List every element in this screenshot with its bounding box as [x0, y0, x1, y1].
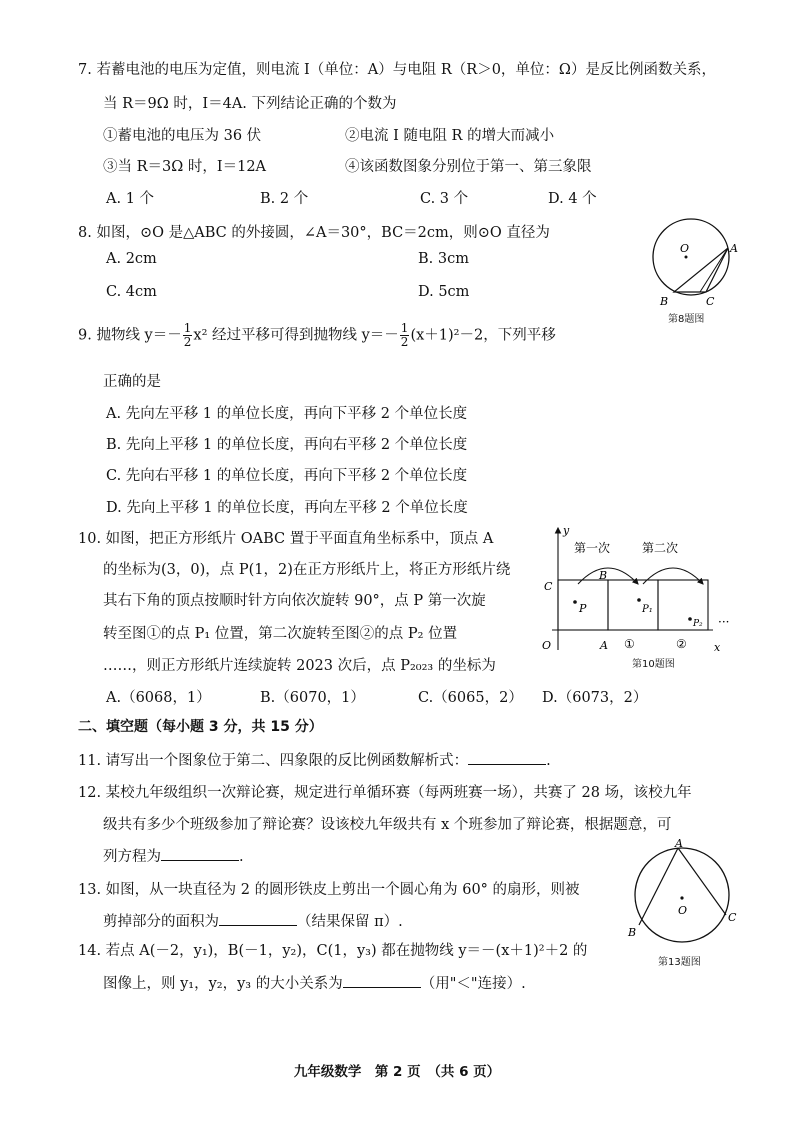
q9-fraction-1-den: 2: [183, 335, 192, 349]
q13-stem-line2-text: 剪掉部分的面积为: [103, 914, 219, 930]
q9-fraction-1: [183, 322, 193, 349]
q10-fig-o: O: [542, 639, 552, 652]
q13-stem-line2-end: （结果保留 π）.: [297, 914, 403, 930]
q10-option-d: D.（6073，2）: [542, 690, 648, 706]
q10-fig-p2: P₂: [693, 619, 703, 629]
q14-answer-blank[interactable]: [343, 973, 421, 988]
q7-statement-4: ④该函数图象分别位于第一、第三象限: [345, 159, 592, 175]
q8-fig-label-o: O: [680, 242, 690, 255]
q8-fig-label-a: A: [730, 242, 738, 255]
q10-rotation-figure: [538, 522, 738, 658]
q14-stem-line2-text: 图像上，则 y₁，y₂，y₃ 的大小关系为: [103, 976, 343, 992]
q11-end: .: [546, 753, 551, 769]
q8-option-d: D. 5cm: [418, 284, 470, 300]
q10-option-b: B.（6070，1）: [260, 690, 365, 706]
q7-stem-line2: 当 R＝9Ω 时，I＝4A. 下列结论正确的个数为: [103, 96, 397, 112]
q12-end: .: [239, 849, 244, 865]
q10-stem-line2: 的坐标为(3，0)，点 P(1，2)在正方形纸片上，将正方形纸片绕: [103, 562, 511, 578]
q13-fig-label-b: B: [628, 926, 637, 939]
q10-fig-second: 第二次: [642, 541, 679, 555]
q9-stem-line2: 正确的是: [103, 374, 161, 390]
q7-statement-1: ①蓄电池的电压为 36 伏: [103, 128, 262, 144]
q12-stem-line1: 12. 某校九年级组织一次辩论赛，规定进行单循环赛（每两班赛一场），共赛了 28 场，该校九年: [78, 785, 692, 801]
q8-circle-figure: [636, 212, 746, 312]
q8-option-c: C. 4cm: [106, 284, 157, 300]
page-footer: 九年级数学 第 2 页 （共 6 页）: [293, 1064, 501, 1080]
q12-stem-line3: [103, 845, 244, 866]
q8-stem: 8. 如图，⊙O 是△ABC 的外接圆，∠A＝30°，BC＝2cm，则⊙O 直径为: [78, 225, 550, 241]
q8-option-b: B. 3cm: [418, 251, 469, 267]
q9-stem-pre: 9. 抛物线 y＝－: [78, 327, 182, 344]
q13-fig-label-a: A: [675, 838, 683, 850]
q7-option-b: B. 2 个: [260, 191, 309, 207]
q10-fig-c: C: [544, 580, 553, 593]
q10-fig-p: P: [579, 602, 587, 615]
q8-fig-caption: 第8题图: [668, 314, 705, 325]
q13-fig-label-c: C: [728, 911, 737, 924]
q10-fig-b: B: [599, 569, 608, 582]
q12-answer-blank[interactable]: [161, 846, 239, 861]
q9-option-d: D. 先向上平移 1 的单位长度，再向左平移 2 个单位长度: [106, 500, 468, 516]
q10-stem-line4: 转至图①的点 P₁ 位置，第二次旋转至图②的点 P₂ 位置: [103, 626, 458, 642]
q13-fig-label-o: O: [678, 904, 688, 917]
q13-answer-blank[interactable]: [219, 911, 297, 926]
q12-stem-line2: 级共有多少个班级参加了辩论赛？设该校九年级共有 x 个班参加了辩论赛，根据题意，可: [103, 817, 672, 833]
q10-fig-first: 第一次: [574, 541, 611, 555]
q9-option-b: B. 先向上平移 1 的单位长度，再向右平移 2 个单位长度: [106, 437, 468, 453]
q11-answer-blank[interactable]: [468, 750, 546, 765]
q10-fig-y: y: [563, 524, 570, 537]
q13-fig-caption: 第13题图: [658, 957, 701, 968]
q10-fig-dots: ···: [718, 615, 730, 629]
q9-option-c: C. 先向右平移 1 的单位长度，再向下平移 2 个单位长度: [106, 468, 468, 484]
q12-stem-line3-text: 列方程为: [103, 849, 161, 865]
q10-option-c: C.（6065，2）: [418, 690, 523, 706]
q14-stem-line2: [103, 972, 526, 993]
q10-fig-x: x: [714, 641, 721, 654]
q14-stem-line2-end: （用"＜"连接）.: [420, 976, 526, 992]
q10-fig-caption: 第10题图: [632, 659, 675, 670]
q7-option-a: A. 1 个: [106, 191, 155, 207]
q7-stem-line1: 7. 若蓄电池的电压为定值，则电流 I（单位：A）与电阻 R（R＞0，单位：Ω）是反比例函数关系，: [78, 62, 716, 78]
q10-stem-line5: ……，则正方形纸片连续旋转 2023 次后，点 P₂₀₂₃ 的坐标为: [103, 658, 496, 674]
q10-fig-mark-1: ①: [624, 637, 635, 651]
q9-fraction-1-num: 1: [183, 321, 192, 335]
q7-option-c: C. 3 个: [420, 191, 469, 207]
q10-fig-mark-2: ②: [676, 637, 687, 651]
q9-stem-mid: x² 经过平移可得到抛物线 y＝－: [193, 327, 399, 344]
q11-stem: 11. 请写出一个图象位于第二、四象限的反比例函数解析式：: [78, 753, 469, 769]
q13-stem-line1: 13. 如图，从一块直径为 2 的圆形铁皮上剪出一个圆心角为 60° 的扇形，则被: [78, 882, 580, 898]
q11-line: [78, 749, 551, 770]
section-2-heading: 二、填空题（每小题 3 分，共 15 分）: [78, 719, 323, 735]
q7-option-d: D. 4 个: [548, 191, 597, 207]
q8-fig-label-b: B: [660, 295, 669, 308]
q10-fig-a: A: [600, 639, 608, 652]
q9-stem-post: (x＋1)²－2，下列平移: [410, 327, 556, 344]
q9-fraction-2-num: 1: [400, 321, 409, 335]
q10-stem-line1: 10. 如图，把正方形纸片 OABC 置于平面直角坐标系中，顶点 A: [78, 531, 494, 547]
q9-stem-line1: [78, 322, 556, 349]
q10-stem-line3: 其右下角的顶点按顺时针方向依次旋转 90°，点 P 第一次旋: [103, 593, 486, 609]
q9-fraction-2-den: 2: [400, 335, 409, 349]
q13-sector-figure: [624, 838, 744, 950]
q14-stem-line1: 14. 若点 A(－2，y₁)，B(－1，y₂)，C(1，y₃) 都在抛物线 y＝－(x＋1)²＋2 的: [78, 943, 588, 959]
q9-fraction-2: [400, 322, 410, 349]
q7-statement-3: ③当 R＝3Ω 时，I＝12A: [103, 159, 267, 175]
q9-option-a: A. 先向左平移 1 的单位长度，再向下平移 2 个单位长度: [106, 406, 468, 422]
q7-statement-2: ②电流 I 随电阻 R 的增大而减小: [345, 128, 555, 144]
q8-fig-label-c: C: [706, 295, 715, 308]
q8-option-a: A. 2cm: [106, 251, 157, 267]
q10-fig-p1: P₁: [642, 604, 653, 615]
q13-stem-line2: [103, 910, 403, 931]
q10-option-a: A.（6068，1）: [106, 690, 211, 706]
